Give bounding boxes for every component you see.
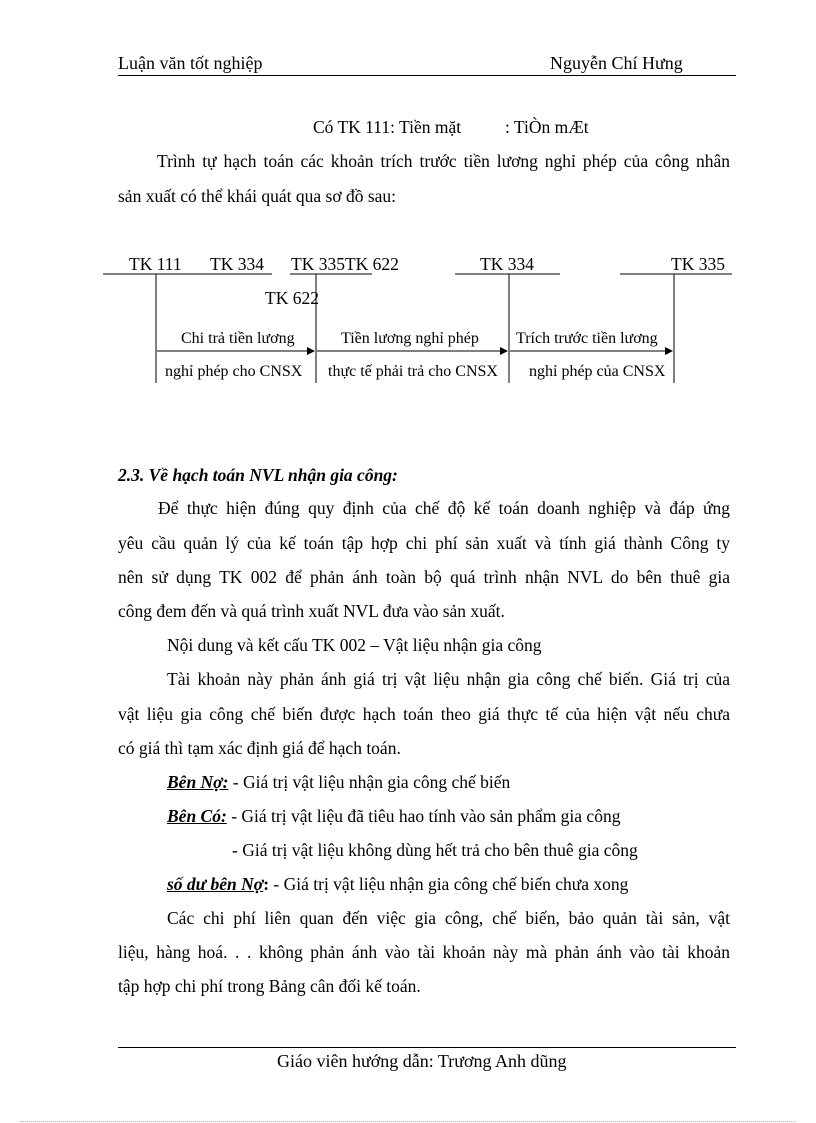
p4-line1: Các chi phí liên quan đến việc gia công, chế biến, bảo quản tài sản, vật <box>167 908 730 928</box>
p1-line2: yêu cầu quản lý của kế toán tập hợp chi phí sản xuất và tính giá thành Công ty <box>118 533 730 553</box>
p3-line1: Tài khoản này phản ánh giá trị vật liệu nhận gia công chế biến. Giá trị của <box>167 669 730 689</box>
flow-2-line1: Tiền lương nghỉ phép <box>341 330 479 347</box>
flow-1-line2: nghỉ phép cho CNSX <box>165 363 303 380</box>
debit-text: - Giá trị vật liệu nhận gia công chế biến <box>228 772 511 792</box>
account-tk335-tk622: TK 335TK 622 <box>291 254 399 274</box>
credit-label: Bên Có: <box>167 806 227 826</box>
account-tk622-sub: TK 622 <box>265 288 319 308</box>
account-tk334: TK 334 <box>210 254 264 274</box>
credit-line: Có TK 111: Tiền mặt <box>313 117 462 137</box>
credit-row <box>167 806 620 827</box>
p4-line3: tập hợp chi phí trong Bảng cân đối kế toán. <box>118 976 421 996</box>
intro-para-line1: Trình tự hạch toán các khoản trích trước tiền lương nghỉ phép của công nhân <box>157 151 730 171</box>
p4-line2: liệu, hàng hoá. . . không phản ánh vào tài khoản này mà phản ánh vào tài khoản <box>118 942 730 962</box>
balance-row <box>167 874 628 895</box>
arrowhead-2 <box>500 347 508 355</box>
account-tk111: TK 111 <box>129 254 182 274</box>
p3-line2: vật liệu gia công chế biến được hạch toán theo giá thực tế của hiện vật nếu chưa <box>118 704 730 724</box>
p1-line4: công đem đến và quá trình xuất NVL đưa vào sản xuất. <box>118 601 505 621</box>
p3-line3: có giá thì tạm xác định giá để hạch toán. <box>118 738 401 758</box>
account-tk334-b: TK 334 <box>480 254 534 274</box>
balance-text: - Giá trị vật liệu nhận gia công chế biến chưa xong <box>269 874 629 894</box>
header-right: Nguyễn Chí Hưng <box>550 53 683 73</box>
p1-line1: Để thực hiện đúng quy định của chế độ kế toán doanh nghiệp và đáp ứng <box>158 498 730 518</box>
credit-text-2: - Giá trị vật liệu không dùng hết trả cho bên thuê gia công <box>232 840 638 860</box>
header-left: Luận văn tốt nghiệp <box>118 53 263 73</box>
credit-garbled: : TiÒn mÆt <box>505 117 589 137</box>
p1-line3: nên sử dụng TK 002 để phản ánh toàn bộ quá trình nhận NVL do bên thuê gia <box>118 567 730 587</box>
balance-label: số dư bên Nợ <box>167 874 264 894</box>
flow-2-line2: thực tế phải trả cho CNSX <box>328 363 498 380</box>
flow-3-line2: nghỉ phép của CNSX <box>529 363 666 380</box>
diagram-lines <box>0 0 816 420</box>
arrowhead-3 <box>665 347 673 355</box>
flow-1-line1: Chi trả tiền lương <box>181 330 295 347</box>
flow-3-line1: Trích trước tiền lương <box>516 330 658 347</box>
debit-row <box>167 772 510 793</box>
p2-line: Nội dung và kết cấu TK 002 – Vật liệu nhận gia công <box>167 635 542 655</box>
footer-rule <box>118 1047 736 1048</box>
account-tk335: TK 335 <box>671 254 725 274</box>
arrowhead-1 <box>307 347 315 355</box>
debit-label: Bên Nợ: <box>167 772 229 792</box>
page-edge-dots <box>20 1121 796 1122</box>
footer-text: Giáo viên hướng dẫn: Trương Anh dũng <box>277 1051 567 1071</box>
intro-para-line2: sản xuất có thể khái quát qua sơ đồ sau: <box>118 186 397 206</box>
balance-colon: : <box>263 874 270 894</box>
section-heading: 2.3. Về hạch toán NVL nhận gia công: <box>118 465 398 485</box>
credit-text-1: - Giá trị vật liệu đã tiêu hao tính vào sản phẩm gia công <box>226 806 621 826</box>
